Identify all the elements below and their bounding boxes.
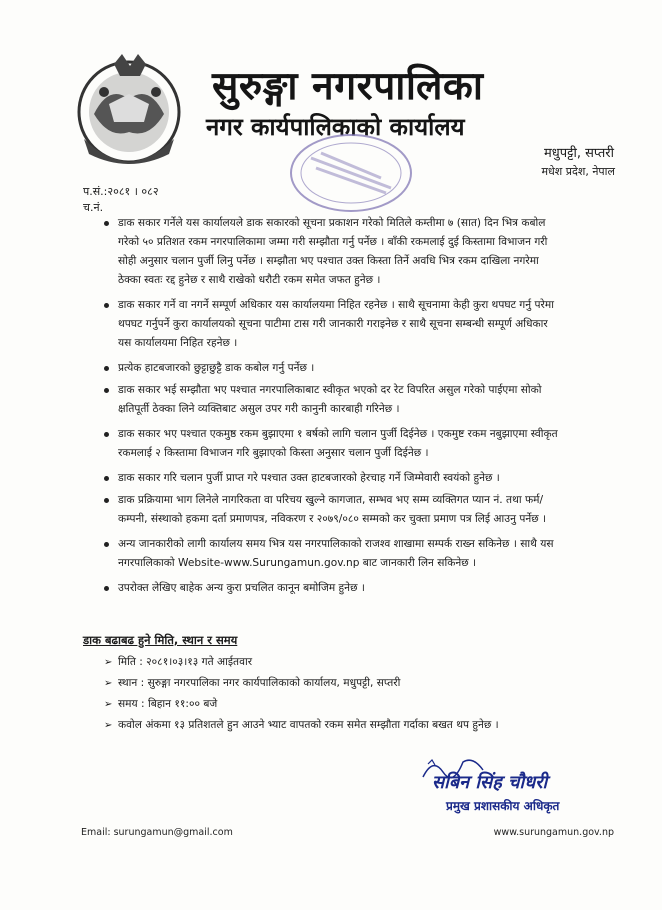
schedule-item <box>104 715 574 736</box>
dispatch-number: च.नं. <box>83 201 104 214</box>
org-name: सुरुङ्गा नगरपालिका <box>212 64 484 109</box>
bullet-icon <box>104 303 109 308</box>
conditions-list <box>82 214 562 601</box>
list-item-text: प्रत्येक हाटबजारको छुट्टाछुट्टै डाक कबोल गर्नु पर्नेछ । <box>118 362 315 374</box>
bullet-icon <box>104 498 109 503</box>
list-item-text: डाक सकार गरि चलान पुर्जी प्राप्त गरे पश्चात उक्त हाटबजारको हेरचाह गर्ने जिम्मेवारी स्वयंको हुनेछ । <box>118 472 500 484</box>
schedule-item-text: कवोल अंकमा १३ प्रतिशतले हुन आउने भ्याट वापतको रकम समेत सम्झौता गर्दाका बखत थप हुनेछ । <box>118 719 499 731</box>
footer-email: Email: surungamun@gmail.com <box>81 827 233 838</box>
org-subtitle: नगर कार्यपालिकाको कार्यालय <box>206 113 465 141</box>
schedule-item-text: मिति : २०८१।०३।१३ गते आईतवार <box>118 656 253 668</box>
signatory-name: सबिन सिंह चौधरी <box>432 772 548 793</box>
bullet-icon <box>104 221 109 226</box>
footer-website-link[interactable]: www.surungamun.gov.np <box>493 827 614 838</box>
list-item-text: डाक सकार भए पश्चात एकमुष्ठ रकम बुझाएमा १ बर्षको लागि चलान पुर्जी दिईनेछ । एकमुष्ट रकम नबुझाएमा स्वीकृत रकमलाई २ किस्तामा विभाजन गरि बुझाएको किस्ता अनुसार चलान पुर्जी दिईनेछ । <box>118 428 558 459</box>
list-item <box>82 296 562 353</box>
list-item-text: डाक सकार भई सम्झौता भए पश्चात नगरपालिकाबाट स्वीकृत भएको दर रेट विपरित असुल गरेको पाईएमा सोको क्षतिपूर्ती ठेक्का लिने व्यक्तिबाट असुल उपर गरी कानुनी कारबाही गरिनेछ । <box>118 384 542 415</box>
list-item <box>82 535 562 573</box>
office-seal-stamp-icon <box>286 128 416 218</box>
list-item <box>82 579 562 598</box>
schedule-list <box>104 652 574 736</box>
bullet-icon <box>104 366 109 371</box>
list-item <box>82 491 562 529</box>
arrow-bullet-icon: ➢ <box>104 678 113 689</box>
list-item <box>82 214 562 290</box>
list-item <box>82 469 562 488</box>
list-item-text: अन्य जानकारीको लागी कार्यालय समय भित्र यस नगरपालिकाको राजश्व शाखामा सम्पर्क राख्न सकिनेछ । साथै यस नगरपालिकाको Website-www.Surungamun.gov.np बाट जानकारी लिन सकिनेछ । <box>118 538 554 569</box>
list-item <box>82 425 562 463</box>
list-item <box>82 359 562 378</box>
bullet-icon <box>104 586 109 591</box>
bullet-icon <box>104 542 109 547</box>
arrow-bullet-icon: ➢ <box>104 657 113 668</box>
schedule-item-text: स्थान : सुरुङ्गा नगरपालिका नगर कार्यपालिकाको कार्यालय, मधुपट्टी, सप्तरी <box>118 677 401 689</box>
signatory-title: प्रमुख प्रशासकीय अधिकृत <box>446 799 560 813</box>
bullet-icon <box>104 432 109 437</box>
reference-number: प.सं.:२०८१ । ०८२ <box>83 185 159 198</box>
address-line-1: मधुपट्टी, सप्तरी <box>543 146 614 161</box>
bullet-icon <box>104 476 109 481</box>
schedule-item <box>104 673 574 694</box>
schedule-item <box>104 694 574 715</box>
address-line-2: मधेश प्रदेश, नेपाल <box>541 165 615 178</box>
list-item-text: डाक सकार गर्नेले यस कार्यालयले डाक सकारको सूचना प्रकाशन गरेको मितिले कम्तीमा ७ (सात) दिन भित्र कबोल गरेको ५० प्रतिशत रकम नगरपालिकामा जम्मा गरी सम्झौता गर्नु पर्नेछ । बाँकी रकमलाई दुई किस्तामा विभाजन गरी सोही अनुसार चलान पुर्जी लिनु पर्नेछ । सम्झौता भए पश्चात उक्त किस्ता तिर्ने अवधि भित्र रकम दाखिला नगरेमा ठेक्का स्वतः रद्द हुनेछ र साथै राखेको धरौटी रकम समेत जफत हुनेछ । <box>118 217 548 286</box>
schedule-item-text: समय : बिहान ११:०० बजे <box>118 698 218 710</box>
arrow-bullet-icon: ➢ <box>104 699 113 710</box>
schedule-item <box>104 652 574 673</box>
list-item-text: डाक सकार गर्ने वा नगर्ने सम्पूर्ण अधिकार यस कार्यालयमा निहित रहनेछ । साथै सूचनामा केही कुरा थपघट गर्नु परेमा थपघट गर्नुपर्ने कुरा कार्यालयको सूचना पाटीमा टास गरी जानकारी गराइनेछ र साथै सूचना सम्बन्धी सम्पूर्ण अधिकार यस कार्यालयमा निहित रहनेछ । <box>118 299 554 349</box>
schedule-heading: डाक बढाबढ हुने मिति, स्थान र समय <box>83 633 238 647</box>
list-item-text: उपरोक्त लेखिए बाहेक अन्य कुरा प्रचलित कानून बमोजिम हुनेछ । <box>118 582 365 594</box>
list-item <box>82 381 562 419</box>
arrow-bullet-icon: ➢ <box>104 720 113 731</box>
nepal-government-emblem-icon <box>64 44 194 174</box>
bullet-icon <box>104 388 109 393</box>
list-item-text: डाक प्रक्रियामा भाग लिनेले नागरिकता वा परिचय खुल्ने कागजात, सम्भव भए सम्म व्यक्तिगत प्यान नं. तथा फर्म/कम्पनी, संस्थाको हकमा दर्ता प्रमाणपत्र, नविकरण र २०७९/०८० सम्मको कर चुक्ता प्रमाण पत्र लिई आउनु पर्नेछ । <box>118 494 547 525</box>
